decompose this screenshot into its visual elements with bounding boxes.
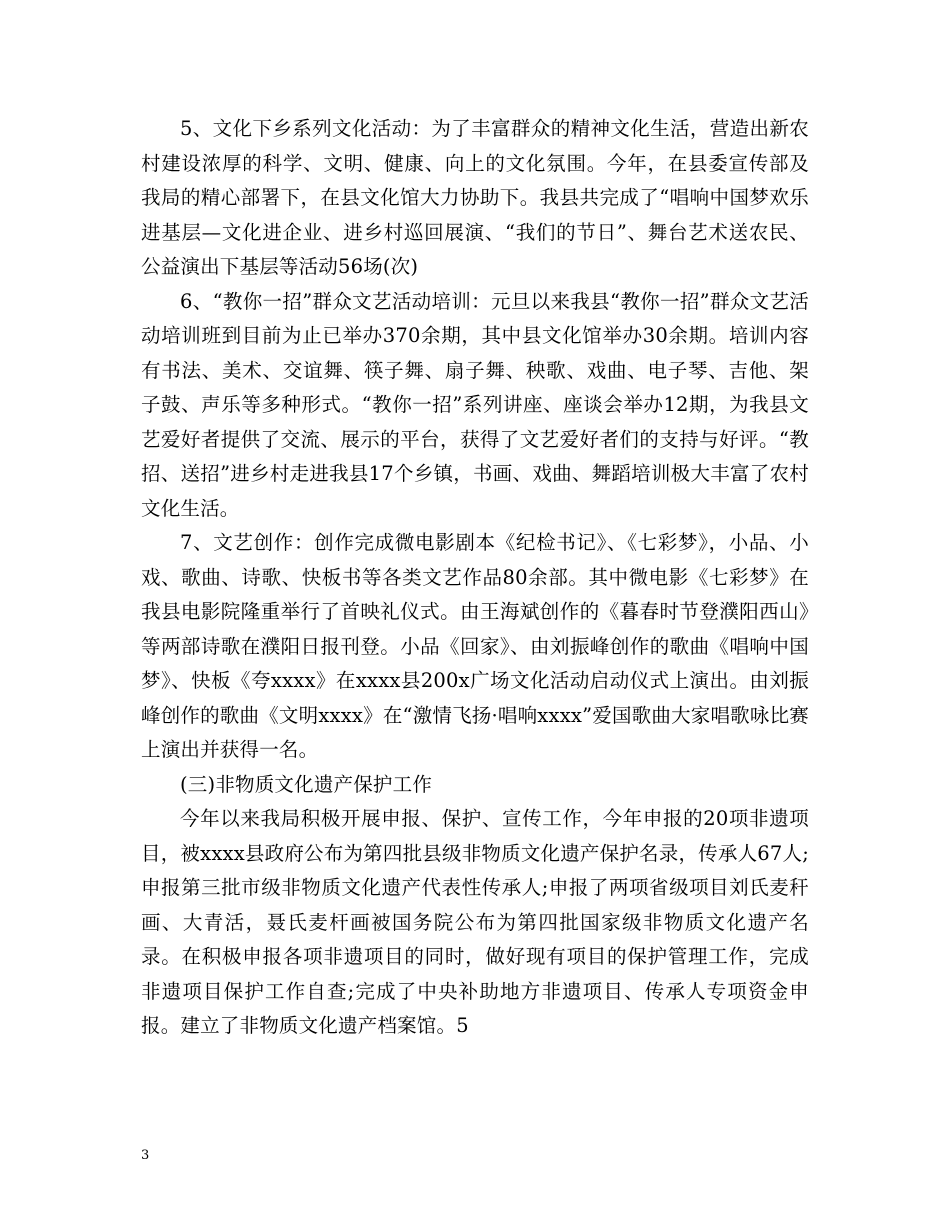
paragraph-heritage-protection: 今年以来我局积极开展申报、保护、宣传工作，今年申报的20项非遗项目，被xxxx县政府公布为第四批县级非物质文化遗产保护名录，传承人67人;申报第三批市级非物质文化遗产代表性传承人;申报了两项省级项目刘氏麦秆画、大青活，聂氏麦杆画被国务院公布为第四批国家级非物质文化遗产名录。在积极申报各项非遗项目的同时，做好现有项目的保护管理工作，完成非遗项目保护工作自查;完成了中央补助地方非遗项目、传承人专项资金申报。建立了非物质文化遗产档案馆。5 <box>141 807 809 1037</box>
paragraph-cultural-activities: 5、文化下乡系列文化活动：为了丰富群众的精神文化生活，营造出新农村建设浓厚的科学、文明、健康、向上的文化氛围。今年，在县委宣传部及我局的精心部署下，在县文化馆大力协助下。我县共完成了“唱响中国梦欢乐进基层—文化进企业、进乡村巡回展演、“我们的节日”、舞台艺术送农民、公益演出下基层等活动56场(次) <box>141 117 809 278</box>
section-heading-heritage: (三)非物质文化遗产保护工作 <box>180 772 433 796</box>
paragraph-art-creation: 7、文艺创作：创作完成微电影剧本《纪检书记》、《七彩梦》，小品、小戏、歌曲、诗歌、快板书等各类文艺作品80余部。其中微电影《七彩梦》在我县电影院隆重举行了首映礼仪式。由王海斌创作的《暮春时节登濮阳西山》等两部诗歌在濮阳日报刊登。小品《回家》、由刘振峰创作的歌曲《唱响中国梦》、快板《夸xxxx》在xxxx县200x广场文化活动启动仪式上演出。由刘振峰创作的歌曲《文明xxxx》在“激情飞扬·唱响xxxx”爱国歌曲大家唱歌咏比赛上演出并获得一名。 <box>141 531 809 761</box>
paragraph-art-training: 6、“教你一招”群众文艺活动培训：元旦以来我县“教你一招”群众文艺活动培训班到目前为止已举办370余期，其中县文化馆举办30余期。培训内容有书法、美术、交谊舞、筷子舞、扇子舞、秧歌、戏曲、电子琴、吉他、架子鼓、声乐等多种形式。“教你一招”系列讲座、座谈会举办12期，为我县文艺爱好者提供了交流、展示的平台，获得了文艺爱好者们的支持与好评。“教招、送招”进乡村走进我县17个乡镇，书画、戏曲、舞蹈培训极大丰富了农村文化生活。 <box>141 289 809 520</box>
page-number: 3 <box>141 1148 150 1163</box>
document-body <box>141 112 809 1044</box>
